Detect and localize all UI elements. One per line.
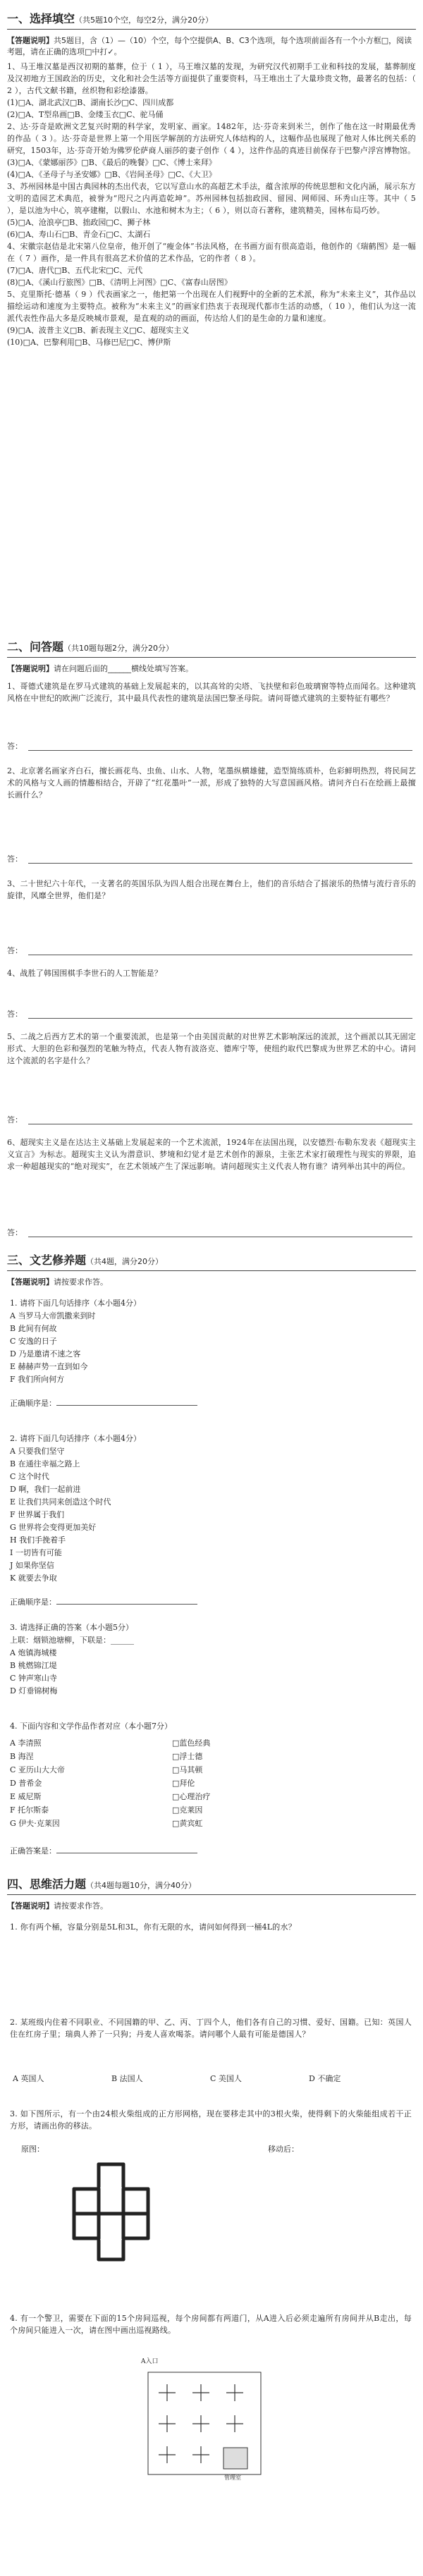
section4-title-text: 四、思维活力题 [7, 1877, 87, 1891]
s4-question-3: 3. 如下图所示，有一个由24根火柴组成的正方形网格，现在要移走其中的3根火柴，使得剩下的火柴能组成若干正方形，请画出你的移法。 [10, 2109, 412, 2130]
s1-q4-options-2[interactable]: (8)□A、《溪山行旅图》□B、《清明上河图》□C、《富春山居图》 [7, 278, 232, 287]
s1-q3-options-2[interactable]: (6)□A、寿山石□B、青金石□C、太湖石 [7, 230, 151, 239]
s3-q1-item: A 当罗马大帝凯撒来到时 [10, 1311, 96, 1320]
s3-q4-right-label: 浮士德 [179, 1752, 203, 1761]
s3-q4-left-item: E 威尼斯 [10, 1792, 42, 1801]
s2-question-4: 4、战胜了韩国围棋手李世石的人工智能是？ [7, 969, 162, 978]
s3-q4-left-item: B 海涅 [10, 1752, 34, 1761]
s3-q4-right-label: 心理治疗 [179, 1792, 211, 1801]
s3-q4-right-item[interactable] [172, 1790, 313, 1803]
s2-question-6: 6、超现实主义是在达达主义基础上发展起来的一个艺术流派，1924年在法国出现，以安德烈·布勒东发表《超现实主义宣言》为标志。超现实主义认为潜意识、梦境和幻觉才是艺术创作的源泉，主张艺术家打破理性与现实的界限，追求一种超越现实的“绝对现实”，在艺术领域产生了深远影响。请问超现实主义代表人物有谁？请列举出其中的两位。 [7, 1138, 416, 1171]
checkbox-icon[interactable]: □ [172, 1752, 180, 1761]
s3-q2-item: I 一切皆有可能 [10, 1548, 62, 1557]
s1-question-1: 1、马王堆汉墓是西汉初期的墓葬，位于（ 1 ），马王堆汉墓的发现，为研究汉代初期手工业和科技的发展，墓葬制度及汉初地方王国政治的历史，文化和社会生活等方面提供了重要资料，马王堆出土了大量珍贵文物，最著名的包括：（ 2 ），古代文献书籍，丝织物和彩绘漆器。 [7, 62, 416, 95]
checkbox-icon[interactable]: □ [172, 1792, 180, 1801]
s2-q6-answer-label: 答： [7, 1228, 23, 1237]
management-room [223, 2448, 247, 2469]
s1-question-3: 3、苏州园林是中国古典园林的杰出代表，它以写意山水的高超艺术手法，蕴含浓厚的传统思想和文化内涵，展示东方文明的造园艺术典范，被誉为“咫尺之内再造乾坤”。苏州园林包括拙政园、留园、网师园、环秀山庄等。其中（ 5 ），是以池为中心，筑亭建榭，以假山、水池和树木为主；（ 6 ），则以奇石著称，建筑精美，园林布局巧妙。 [7, 182, 416, 215]
s1-q3-options-1[interactable]: (5)□A、沧浪亭□B、拙政园□C、狮子林 [7, 218, 151, 227]
s2-q2-answer-line[interactable] [28, 863, 412, 864]
section4-title [7, 1875, 416, 1891]
s3-q2-answer-label: 正确顺序是： [10, 1597, 56, 1607]
section3-score: （共4题，满分20分） [86, 1257, 164, 1266]
s4-q4-entrance-label: A入口 [141, 2358, 159, 2365]
s3-q2-item: G 世界将会变得更加美好 [10, 1523, 97, 1532]
checkbox-icon[interactable]: □ [172, 1819, 180, 1828]
s3-q4-right-label: 马其顿 [179, 1765, 203, 1774]
s4-question-1: 1. 你有两个桶，容量分别是5L和3L，你有无限的水，请问如何得到一桶4L的水？ [10, 1922, 296, 1932]
s3-q4-right-label: 黄宾虹 [179, 1819, 203, 1828]
s3-q3-option[interactable]: A 炮镇海城楼 [10, 1648, 57, 1657]
s2-question-1: 1、哥德式建筑是在罗马式建筑的基础上发展起来的，以其高耸的尖塔、飞扶壁和彩色玻璃窗等特点而闻名。这种建筑风格在中世纪的欧洲广泛流行，其中最具代表性的建筑是法国巴黎圣母院。请问哥德式建筑的主要特征有哪些？ [7, 682, 416, 703]
s3-q4-right-label: 拜伦 [179, 1779, 195, 1788]
s1-question-4: 4、宋徽宗赵佶是北宋第八位皇帝，他开创了“瘦金体”书法风格，在书画方面有很高造诣，他创作的《瑞鹤图》是一幅在（ 7 ）画作，是一件具有很高艺术价值的艺术作品，它的作者（ 8 ）。 [7, 242, 416, 263]
checkbox-icon[interactable]: □ [172, 1738, 180, 1748]
s3-q2-answer-line[interactable] [56, 1604, 197, 1605]
s3-q1-item: D 乃是邀请不速之客 [10, 1349, 81, 1358]
s2-q5-answer-label: 答： [7, 1115, 23, 1124]
section1-instruction-bold: 【答题说明】 [7, 36, 54, 45]
s3-q1-item: E 赫赫声势一直到如今 [10, 1362, 88, 1371]
s3-q2-item: C 这个时代 [10, 1472, 49, 1481]
s3-question-2: 2. 请将下面几句话排序（本小题4分） [10, 1434, 141, 1443]
section3-instruction-bold: 【答题说明】 [7, 1277, 54, 1287]
s3-q4-matching [10, 1736, 405, 1842]
section4 [7, 1875, 416, 1912]
s3-q2-item: H 我们手挽着手 [10, 1535, 66, 1545]
section3 [7, 1251, 416, 1288]
s4-q4-management-label: 管理室 [224, 2474, 241, 2481]
s1-q1-options-2[interactable]: (2)□A、T型帛画□B、金缕玉衣□C、驼马俑 [7, 110, 164, 119]
s3-q4-right-item[interactable] [172, 1777, 313, 1790]
s3-q2-item: D 啊，我们一起前进 [10, 1485, 81, 1494]
matchstick-grid [70, 2157, 176, 2263]
s1-q5-options-2[interactable]: (10)□A、巴黎利用□B、马修巴尼□C、博伊斯 [7, 338, 171, 347]
s2-q1-answer-label: 答： [7, 742, 23, 751]
section3-title-text: 三、文艺修养题 [7, 1253, 87, 1267]
s3-q2 [10, 1433, 405, 1609]
section1 [7, 10, 416, 348]
s1-q4-options-1[interactable]: (7)□A、唐代□B、五代北宋□C、元代 [7, 266, 143, 275]
s4-q3-label-original: 原图： [21, 2145, 44, 2154]
section3-instruction-text: 请按要求作答。 [54, 1277, 108, 1287]
s3-q4-right-item[interactable] [172, 1763, 313, 1777]
s3-q2-item: K 就要去争取 [10, 1574, 57, 1583]
s2-question-5: 5、二战之后西方艺术的第一个重要流派，也是第一个由美国贡献的对世界艺术影响深远的流派，这个画派以其无固定形式、大胆的色彩和强烈的笔触为特点，代表人物有波洛克、德库宁等，使纽约取代巴黎成为世界艺术的中心。请问这个流派的名字是什么？ [7, 1032, 416, 1065]
s3-q2-item: F 世界属于我们 [10, 1510, 65, 1519]
s3-q4-right-label: 克莱因 [179, 1805, 203, 1815]
s2-q3-answer-label: 答： [7, 946, 23, 955]
section2 [7, 638, 416, 675]
s3-q4-left-item: D 普希金 [10, 1779, 42, 1788]
checkbox-icon[interactable]: □ [172, 1805, 180, 1815]
s4-q2-option[interactable]: C 美国人 [210, 2074, 242, 2083]
section2-score: （共10题每题2分，满分20分） [63, 644, 174, 653]
s2-q1-answer-line[interactable] [28, 750, 412, 751]
s3-q4-answer-label: 正确答案是： [10, 1846, 56, 1856]
s3-q4 [10, 1720, 405, 1857]
section4-divider [7, 1894, 416, 1895]
section3-divider [7, 1270, 416, 1271]
section4-score: （共4题每题10分，满分40分） [86, 1881, 197, 1890]
s3-q4-left-item: C 亚历山大大帝 [10, 1765, 65, 1774]
s3-q3 [10, 1621, 405, 1698]
s3-q4-right-item[interactable] [172, 1750, 313, 1763]
section2-instruction [7, 663, 416, 675]
section3-title [7, 1251, 416, 1268]
s1-q1-options-1[interactable]: (1)□A、湖北武汉□B、湖南长沙□C、四川成都 [7, 98, 174, 107]
s1-q5-options-1[interactable]: (9)□A、波普主义□B、新表现主义□C、超现实主义 [7, 326, 190, 335]
s1-question-2: 2、达·芬奇是欧洲文艺复兴时期的科学家，发明家、画家。1482年，达·芬奇来到米兰，创作了他在这一时期最优秀的作品（ 3 ）。达·芬奇是世界上第一个用医学解剖的方法研究人体结构的人，这幅作品也展现了他对人体比例关系的研究，1503年，达·芬奇开始为佛罗伦萨商人丽莎的妻子创作（ 4 ），这件作品的真迹目前保存于巴黎卢浮宫博物馆。 [7, 122, 416, 155]
section1-instruction-text: 共5题目，含（1）—（10）个空，每个空提供A、B、C3个选项，每个选项前面各有一个小方框□，阅读考题，请在正确的选项□中打✓。 [7, 36, 412, 56]
section4-instruction-text: 请按要求作答。 [54, 1901, 108, 1910]
checkbox-icon[interactable]: □ [172, 1765, 180, 1774]
s3-question-1: 1. 请将下面几句话排序（本小题4分） [10, 1299, 141, 1308]
s3-q4-left-item: F 托尔斯泰 [10, 1805, 49, 1815]
s3-question-3: 3. 请选择正确的答案（本小题5分） [10, 1623, 133, 1632]
s3-q3-option[interactable]: B 桃燃锦江堤 [10, 1661, 57, 1670]
section2-title-text: 二、问答题 [7, 640, 64, 654]
s3-q1-answer-line[interactable] [56, 1405, 197, 1406]
s4-q3-label-moved: 移动后： [268, 2145, 299, 2154]
s3-q1-item: F 我们所向何方 [10, 1375, 65, 1384]
section1-score: （共5题10个空，每空2分，满分20分） [75, 16, 214, 25]
s3-q3-option[interactable]: C 钟声寒山寺 [10, 1674, 57, 1683]
s2-question-3: 3、二十世纪六十年代，一支著名的英国乐队为四人组合出现在舞台上，他们的音乐结合了摇滚乐的热情与流行音乐的旋律，风靡全世界，他们是？ [7, 879, 416, 900]
s4-q2-options [13, 2073, 407, 2085]
s3-question-4: 4. 下面内容和文学作品作者对应（本小题7分） [10, 1722, 172, 1731]
s3-q4-right-item[interactable] [172, 1736, 313, 1750]
s1-question-5: 5、克里斯托·德基（ 9 ）代表画家之一，他把第一个出现在人们视野中的全新的艺术派，称为“未来主义”，其作品以描绘运动和速度为主要特点。被称为“未来主义”的画家们热衷于表现现代都市生活的动感，（ 10 ），他们认为这一流派代表性作品大多是反映城市景观，是直观的动的画面，传达给人们的是生命的力量和速度。 [7, 290, 416, 323]
s2-q4-answer-line[interactable] [28, 1018, 412, 1019]
section1-instruction [7, 35, 416, 58]
s3-q2-item: A 只要我们坚守 [10, 1447, 65, 1456]
s1-q2-options-2[interactable]: (4)□A、《圣母子与圣安娜》□B、《岩间圣母》□C、《大卫》 [7, 170, 216, 179]
s2-q4-answer-label: 答： [7, 1010, 23, 1019]
section4-instruction [7, 1901, 416, 1912]
section2-instruction-text: 请在问题后面的______横线处填写答案。 [54, 664, 193, 673]
section2-divider [7, 657, 416, 658]
s4-q2-option[interactable]: B 法国人 [111, 2074, 143, 2083]
s3-q3-option[interactable]: D 灯垂锦树梅 [10, 1686, 58, 1695]
s4-q2-option[interactable]: A 英国人 [13, 2074, 44, 2083]
s3-q1-answer-label: 正确顺序是： [10, 1399, 56, 1408]
room-grid [145, 2369, 264, 2482]
s2-q2-answer-label: 答： [7, 854, 23, 864]
section1-divider [7, 29, 416, 30]
section1-title-text: 一、选择填空 [7, 12, 75, 25]
s3-q4-left-item: A 李清照 [10, 1738, 42, 1748]
checkbox-icon[interactable]: □ [172, 1779, 180, 1788]
s3-q2-item: J 如果你坚信 [10, 1561, 54, 1570]
s3-q3-sub: 上联：烟锁池塘柳，下联是：______ [10, 1636, 134, 1645]
s3-q1 [10, 1297, 405, 1410]
s3-q2-item: E 让我们共同来创造这个时代 [10, 1497, 111, 1507]
s1-q2-options-1[interactable]: (3)□A、《蒙娜丽莎》□B、《最后的晚餐》□C、《博士来拜》 [7, 158, 216, 167]
s3-q4-right-item[interactable] [172, 1803, 313, 1817]
s3-q2-item: B 在通往幸福之路上 [10, 1459, 80, 1468]
section2-title [7, 638, 416, 654]
s2-question-2: 2、北京著名画家齐白石，擅长画花鸟、虫鱼、山水、人物，笔墨纵横雄健，造型简练质朴，色彩鲜明热烈，将民间艺术的风格与文人画的情趣相结合，开辟了“红花墨叶”一派，形成了独特的大写意国画风格。请问齐白石在绘画上最擅长画什么？ [7, 766, 416, 799]
s4-q2-option[interactable]: D 不确定 [309, 2074, 341, 2083]
s3-q4-left-item: G 伊夫·克莱因 [10, 1819, 60, 1828]
s3-q1-item: B 此间有何故 [10, 1324, 57, 1333]
s4-question-2: 2. 某班级内住着不同职业、不同国籍的甲、乙、丙、丁四个人，他们各有自己的习惯、爱好、国籍。已知：英国人住在红房子里；瑞典人养了一只狗；丹麦人喜欢喝茶。请问哪个人最有可能是德国人？ [10, 2018, 412, 2039]
s4-question-4: 4. 有一个警卫，需要在下面的15个房间巡视，每个房间都有两道门，从A进入后必须走遍所有房间并从B走出，每个房间只能进入一次，请在图中画出巡视路线。 [10, 2314, 412, 2335]
section2-instruction-bold: 【答题说明】 [7, 664, 54, 673]
section3-instruction [7, 1277, 416, 1288]
section1-title [7, 10, 416, 26]
s3-q4-right-label: 蓝色经典 [179, 1738, 211, 1748]
s3-q4-right-item[interactable] [172, 1817, 313, 1830]
section4-instruction-bold: 【答题说明】 [7, 1901, 54, 1910]
s3-q1-item: C 安逸的日子 [10, 1337, 57, 1346]
